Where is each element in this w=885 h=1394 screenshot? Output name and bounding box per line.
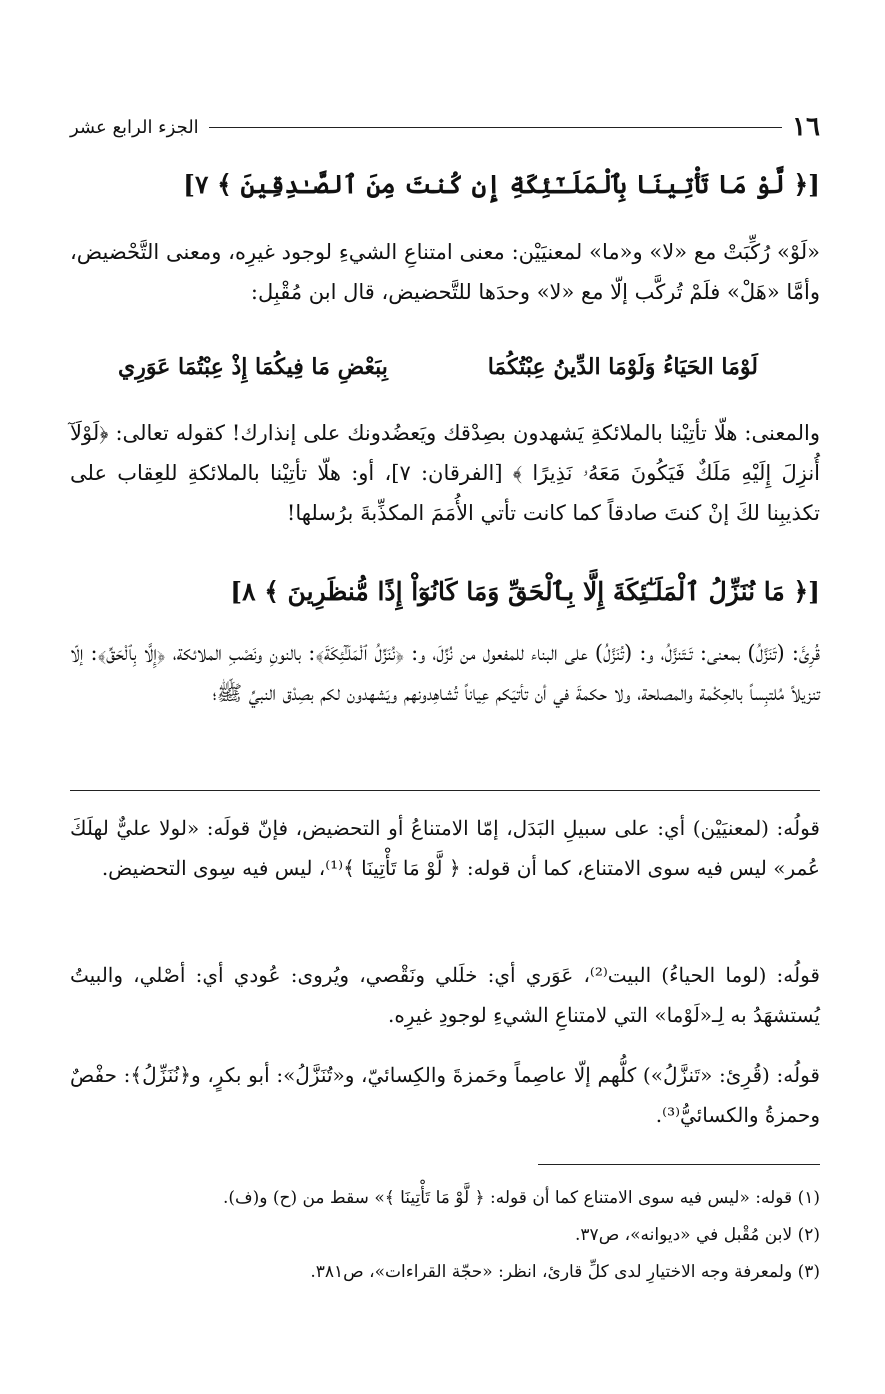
commentary-note-3: قولُه: (قُرِئ: «تَنزَّلُ») كلُّهم إلّا عاصِماً وحَمزةَ والكِسائيّ، و«تُنَزَّلُ»: أبو بكرٍ، و﴿نُنَزِّلُ﴾: حفْصٌ وحمزةُ والكسائيُّ⁽³⁾. — [70, 1063, 820, 1127]
verse-7: [﴿ لَّوْ مَا تَأْتِينَا بِٱلْمَلَـٰٓئِكَةِ إِن كُنتَ مِنَ ٱلصَّـٰدِقِينَ ﴾ ٧] — [183, 170, 820, 199]
commentary-note-1: قولُه: (لمعنيَيْن) أي: على سبيلِ البَدَل، إمّا الامتناعُ أو التحضيض، فإنّ قولَه: «لولا عليٌّ لهلَكَ عُمر» ليس فيه سوى الامتناع، كما أن قوله: ﴿ لَّوْ مَا تَأْتِينَا ﴾⁽¹⁾، ليس فيه سِوى التحضيض. — [70, 816, 820, 880]
paragraph-lawma-meanings: «لَوْ» رُكِّبَتْ مع «لا» و«ما» لمعنيَيْن: معنى امتناعِ الشيءِ لوجود غيرِه، ومعنى التَّحْضيض، وأمَّا «هَلْ» فلَمْ تُركَّب إلّا مع «لا» وحدَها للتَّحضيض، قال ابن مُقْبِل: — [70, 240, 820, 304]
book-page — [70, 0, 820, 1394]
page-header — [70, 112, 820, 142]
page-number: ١٦ — [792, 112, 820, 142]
paragraph-meaning: والمعنى: هلّا تأتِيْنا بالملائكةِ يَشهدون بصِدْقك ويَعضُدونك على إنذارك! كقوله تعالى: ﴿لَوْلَآ أُنزِلَ إِلَيْهِ مَلَكٌ فَيَكُونَ مَعَهُۥ نَذِيرًا ﴾ [الفرقان: ٧]، أو: هلّا تأتِيْنا بالملائكةِ للعِقاب على تكذيبِنا لكَ إنْ كنتَ صادقاً كما كانت تأتي الأُمَمَ المكذِّبةَ برُسلها! — [70, 421, 821, 525]
poem-hemistich-second: بِبَعْضِ مَا فِيكُمَا إِذْ عِبْتُمَا عَوَرِي — [118, 354, 388, 380]
footnote-separator — [538, 1164, 820, 1165]
running-title: الجزء الرابع عشر — [70, 116, 199, 138]
poem-verse — [70, 347, 820, 387]
paragraph-readings: قُرِئَ: (تَنَزَّلُ) بمعنى: تَـتَنزَّلُ، و: (تُنَزَّلُ) على البناء للمفعول من نُزِّلَ، و: ﴿نُنَزِّلُ ٱلْمَلَـٰٓئِكَةَ﴾: بالنونِ ونَصْبِ الملائكة، ﴿إِلَّا بِٱلْحَقِّ﴾: إلّا تنزيلاً مُلتبِساً بالحِكْمة والمصلحة، ولا حكمةَ في أن تأتيَكم عِياناً تُشاهِدونهم ويَشهدون لكم بصِدْق النبيِّ ﷺ؛ — [70, 641, 820, 705]
footnote-3: (٣) ولمعرفة وجه الاختيارِ لدى كلِّ قارئ، انظر: «حجّة القراءات»، ص٣٨١. — [310, 1262, 820, 1282]
header-rule — [209, 127, 782, 128]
footnote-2: (٢) لابن مُقْبل في «ديوانه»، ص٣٧. — [575, 1225, 820, 1245]
poem-hemistich-first: لَوْمَا الحَيَاءُ وَلَوْمَا الدِّينُ عِبْتُكُمَا — [487, 354, 758, 380]
commentary-separator — [70, 790, 820, 791]
verse-8: [﴿ مَا نُنَزِّلُ ٱلْمَلَـٰٓئِكَةَ إِلَّا بِٱلْحَقِّ وَمَا كَانُوٓاْ إِذًا مُّنظَرِينَ ﴾ ٨] — [230, 577, 820, 606]
footnote-1: (١) قوله: «ليس فيه سوى الامتناع كما أن قوله: ﴿ لَّوْ مَا تَأْتِينَا ﴾» سقط من (ح) و(ف). — [222, 1188, 820, 1208]
commentary-note-2: قولُه: (لوما الحياءُ) البيت⁽²⁾، عَوَري أي: خلَلي ونَقْصي، ويُروى: عُودي أي: أصْلي، والبيتُ يُستشهَدُ به لِـ«لَوْما» التي لامتناعِ الشيءِ لوجودِ غيرِه. — [70, 963, 820, 1027]
